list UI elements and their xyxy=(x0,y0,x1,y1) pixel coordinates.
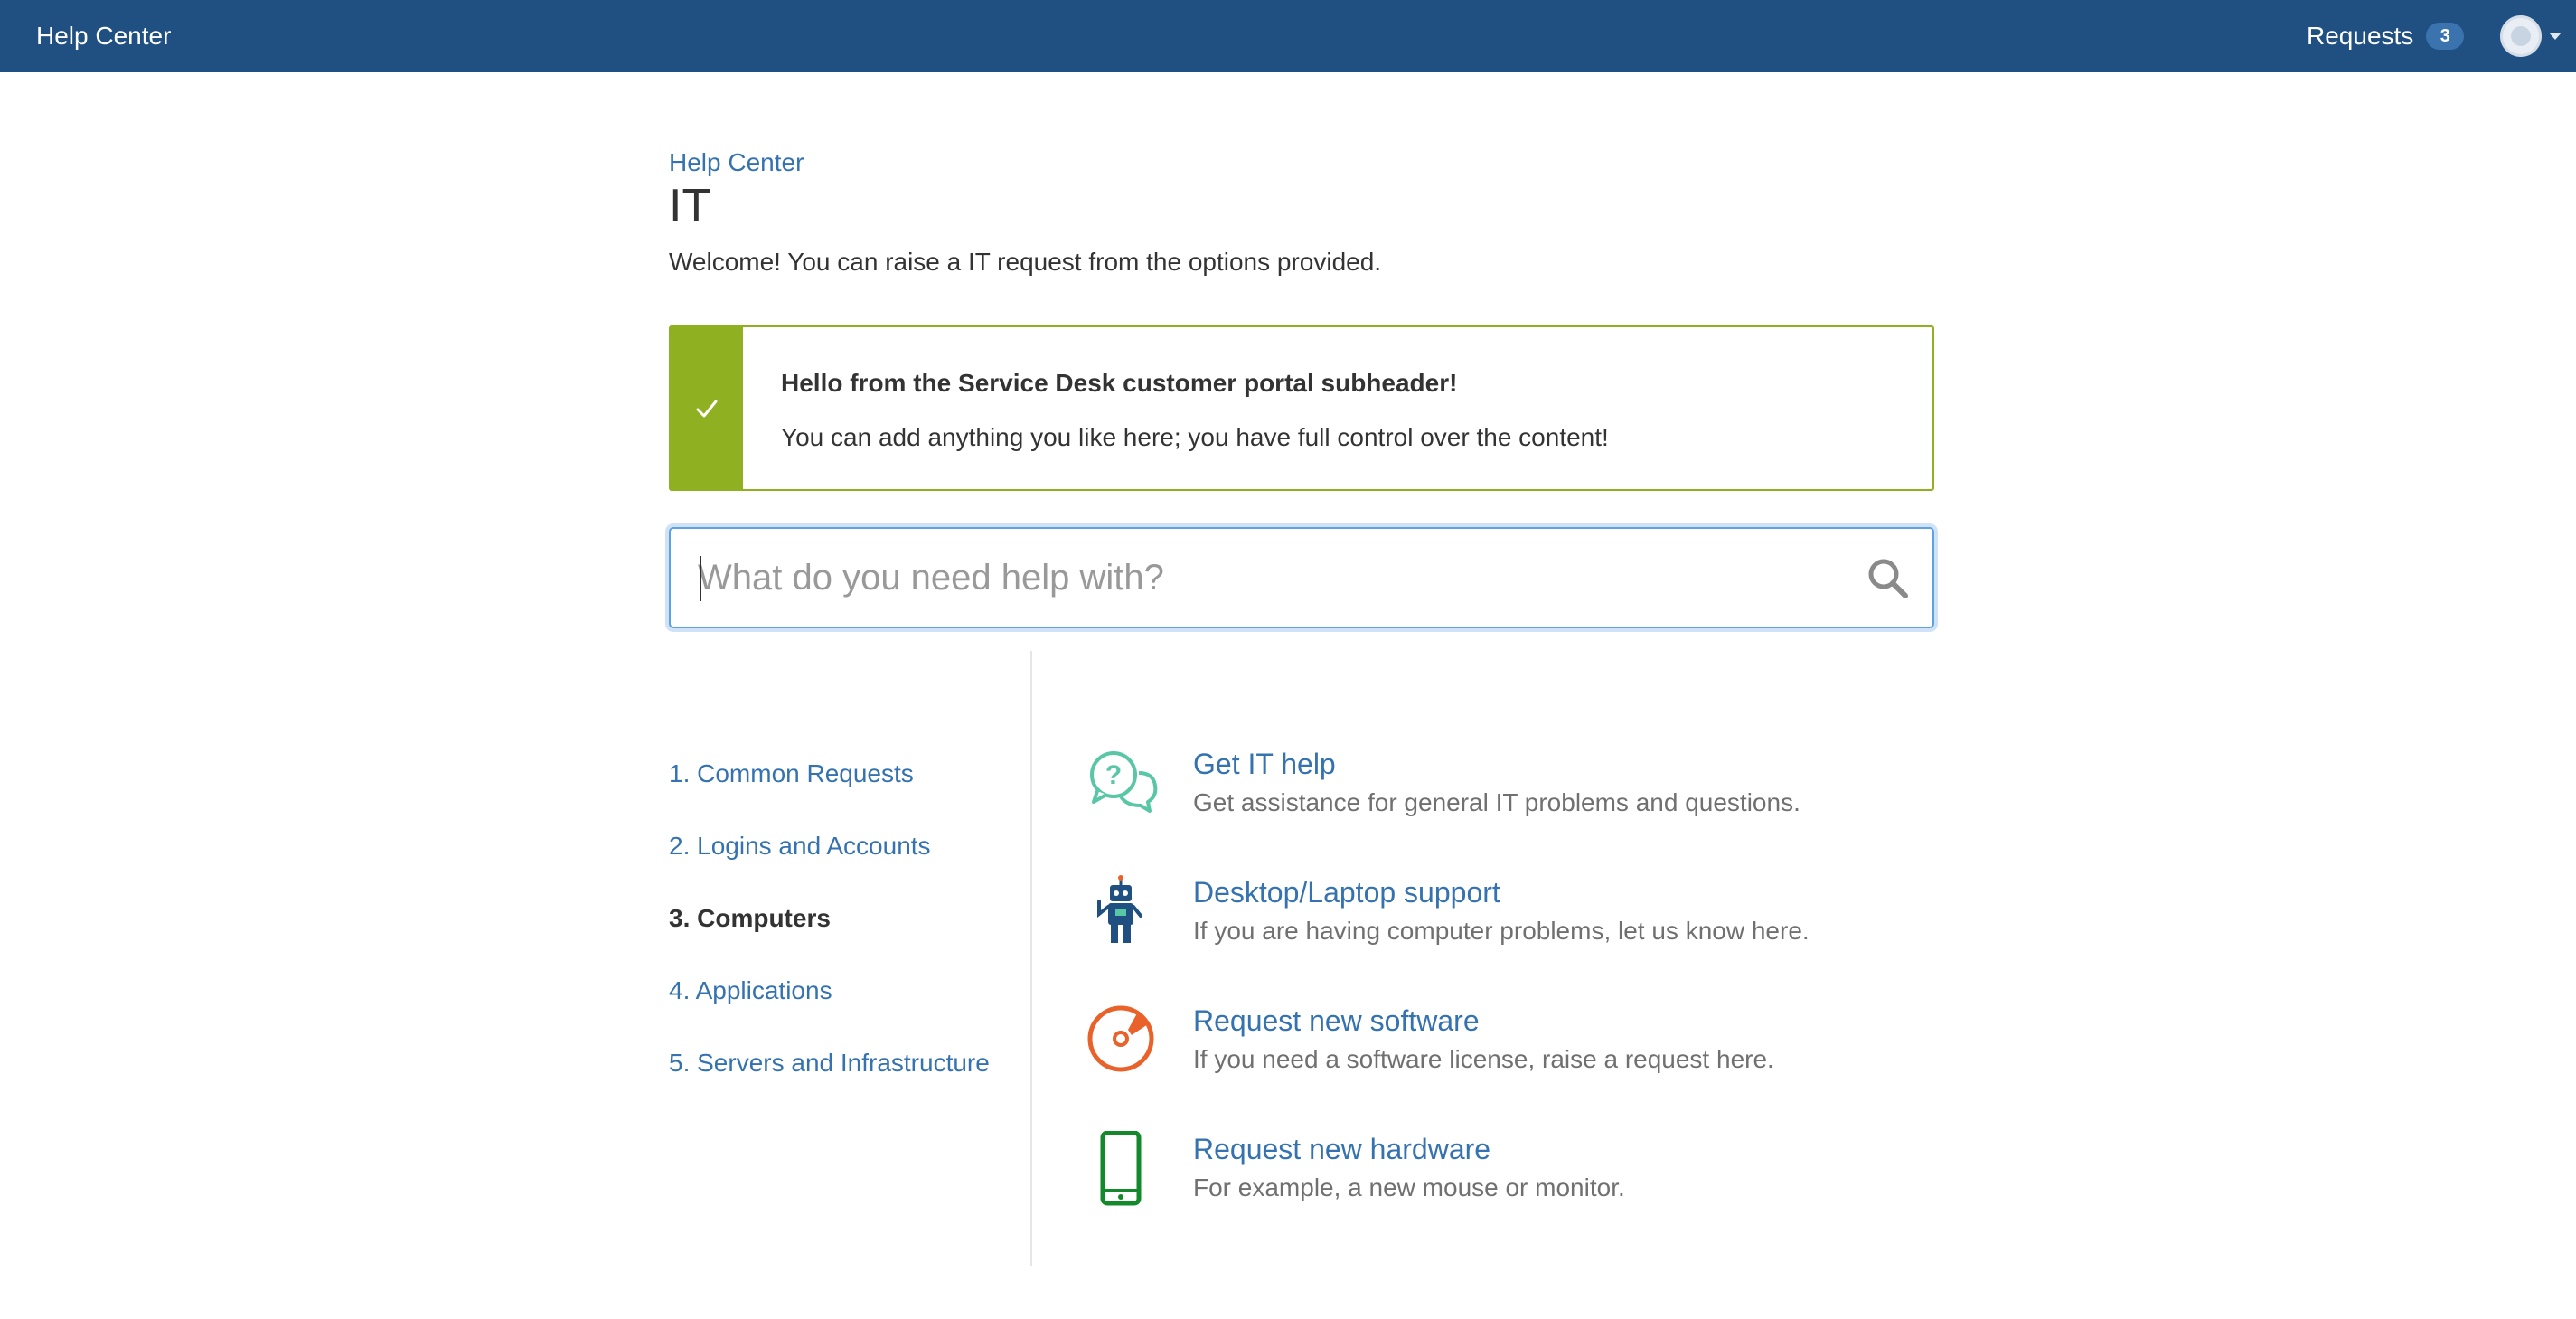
search-icon[interactable] xyxy=(1866,556,1911,601)
request-type-description: If you are having computer problems, let us know here. xyxy=(1193,917,1810,945)
group-common-requests[interactable]: 1. Common Requests xyxy=(669,759,914,787)
svg-text:?: ? xyxy=(1105,760,1123,790)
requests-label: Requests xyxy=(2307,22,2414,50)
my-requests-link[interactable] xyxy=(2307,0,2464,72)
breadcrumb[interactable]: Help Center xyxy=(669,148,804,176)
request-type-title: Get IT help xyxy=(1193,748,1336,780)
banner-status-strip xyxy=(671,327,743,489)
text-cursor xyxy=(700,556,701,601)
welcome-message: Welcome! You can raise a IT request from the options provided. xyxy=(669,248,1382,276)
question-bubbles-icon xyxy=(1085,746,1161,822)
robot-icon xyxy=(1085,874,1161,950)
disc-icon xyxy=(1085,1003,1161,1079)
search-input[interactable] xyxy=(698,547,1819,608)
checkmark-icon xyxy=(693,395,720,422)
user-profile-menu[interactable] xyxy=(2500,15,2562,57)
banner-body: You can add anything you like here; you have full control over the content! xyxy=(781,423,1609,451)
request-type-description: If you need a software license, raise a request here. xyxy=(1193,1045,1774,1073)
group-logins-and-accounts[interactable]: 2. Logins and Accounts xyxy=(669,832,931,860)
announcement-banner xyxy=(669,325,1934,491)
request-type-description: Get assistance for general IT problems and questions. xyxy=(1193,788,1800,816)
requests-count-badge: 3 xyxy=(2426,23,2464,50)
banner-heading: Hello from the Service Desk customer portal subheader! xyxy=(781,369,1458,397)
request-type-request-new-hardware[interactable] xyxy=(1085,1131,1934,1221)
page-title: IT xyxy=(669,180,711,232)
request-type-title: Request new software xyxy=(1193,1004,1480,1037)
group-computers[interactable]: 3. Computers xyxy=(669,904,831,932)
request-type-title: Desktop/Laptop support xyxy=(1193,876,1500,909)
request-type-get-it-help[interactable] xyxy=(1085,746,1934,836)
top-navigation-bar xyxy=(0,0,2576,72)
group-servers-and-infrastructure[interactable]: 5. Servers and Infrastructure xyxy=(669,1049,990,1077)
request-type-desktop-laptop-support[interactable] xyxy=(1085,874,1934,965)
request-type-description: For example, a new mouse or monitor. xyxy=(1193,1173,1625,1201)
chevron-down-icon xyxy=(2549,33,2562,40)
group-applications[interactable]: 4. Applications xyxy=(669,976,832,1004)
avatar xyxy=(2500,15,2542,57)
request-type-title: Request new hardware xyxy=(1193,1133,1491,1165)
help-center-home-link[interactable]: Help Center xyxy=(36,22,172,50)
search-box xyxy=(669,527,1934,628)
phone-icon xyxy=(1085,1131,1161,1207)
request-type-request-new-software[interactable] xyxy=(1085,1003,1934,1093)
request-group-nav xyxy=(669,651,1032,1266)
